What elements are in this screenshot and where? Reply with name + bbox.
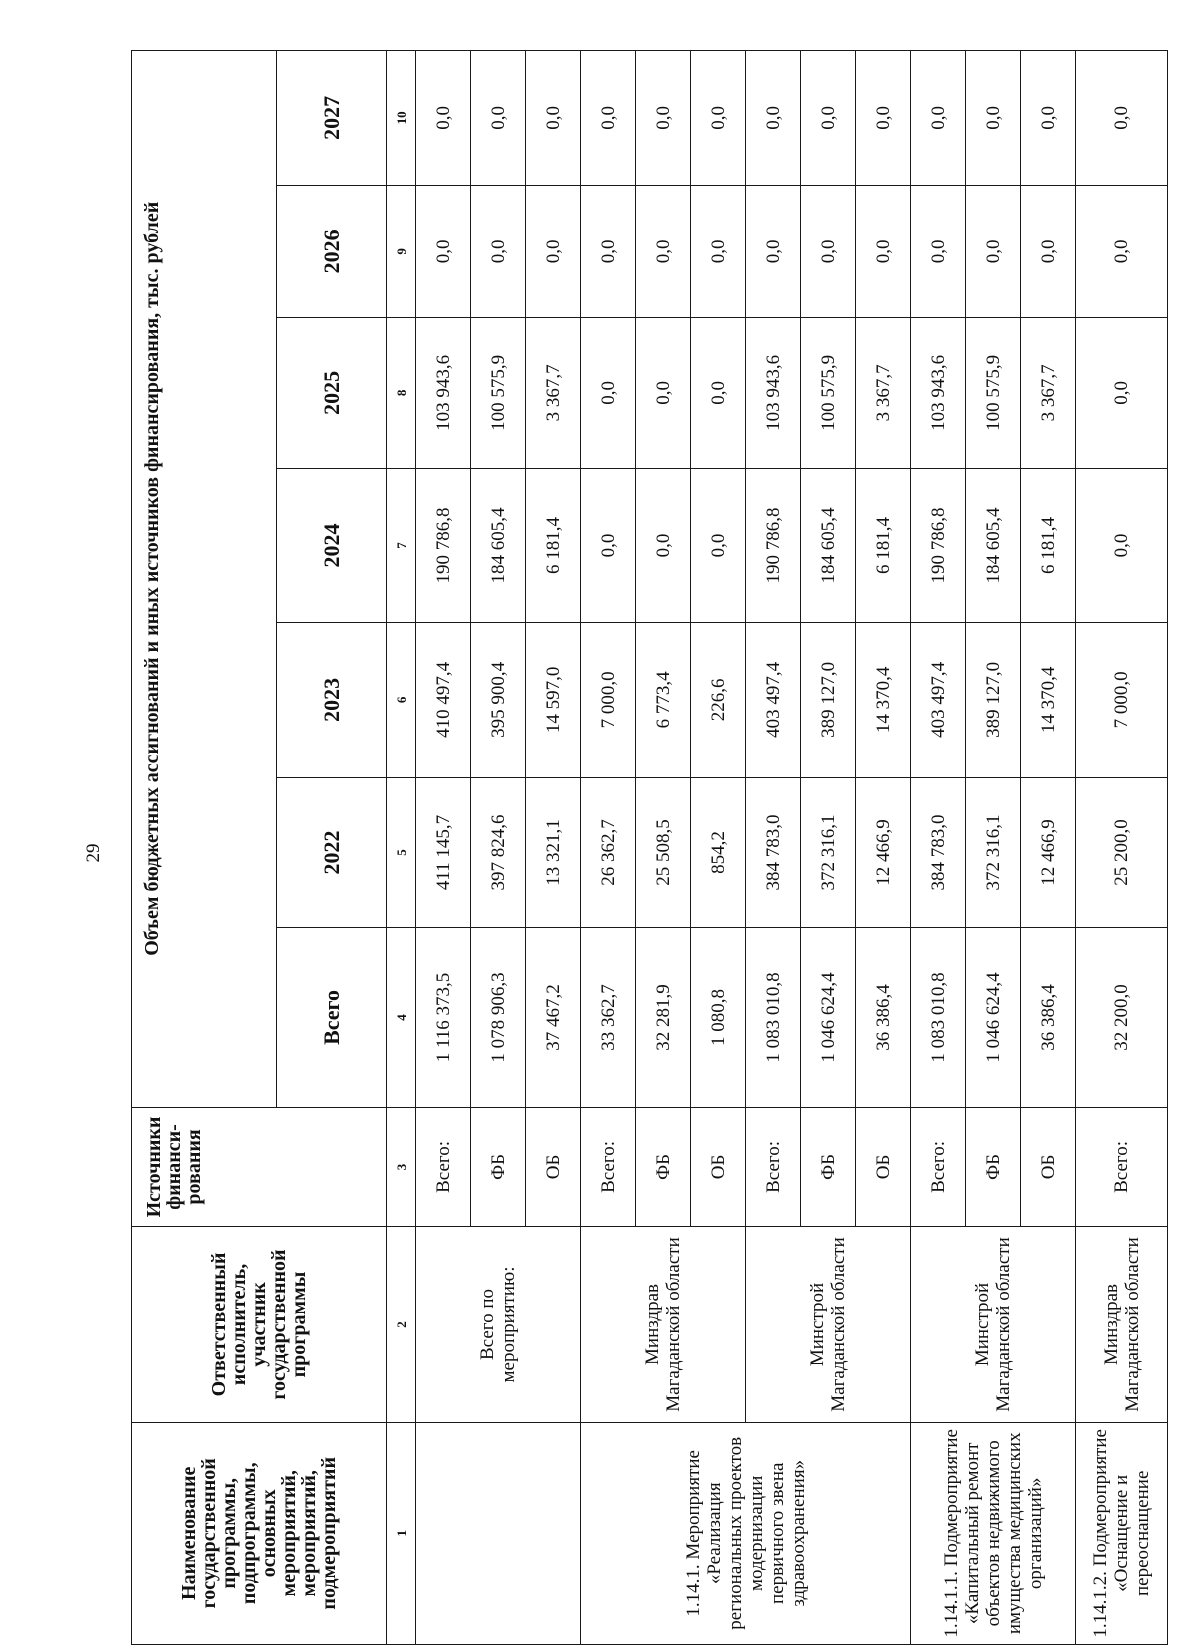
value-cell: 0,0: [416, 51, 471, 186]
header-year-2023: 2023: [277, 623, 387, 777]
value-cell: 0,0: [581, 468, 636, 622]
value-cell: 384 783,0: [911, 777, 966, 928]
column-number: 4: [387, 928, 416, 1107]
header-year-2025: 2025: [277, 318, 387, 469]
value-cell: 100 575,9: [801, 318, 856, 469]
value-cell: 0,0: [526, 185, 581, 317]
value-cell: 0,0: [911, 51, 966, 186]
value-cell: 0,0: [746, 51, 801, 186]
header-name: Наименование государственной программы, подпрограммы, основных мероприятий, мероприятий, подмероприятий: [132, 1422, 387, 1644]
value-cell: 3 367,7: [526, 318, 581, 469]
value-cell: 1 083 010,8: [746, 928, 801, 1107]
value-cell: 411 145,7: [416, 777, 471, 928]
source-cell: Всего:: [416, 1107, 471, 1227]
value-cell: 0,0: [746, 185, 801, 317]
value-cell: 3 367,7: [856, 318, 911, 469]
header-executor: Ответственный исполнитель, участник государственной программы: [132, 1227, 387, 1422]
value-cell: 25 508,5: [636, 777, 691, 928]
value-cell: 0,0: [636, 468, 691, 622]
value-cell: 226,6: [691, 623, 746, 777]
value-cell: 389 127,0: [801, 623, 856, 777]
value-cell: 100 575,9: [966, 318, 1021, 469]
value-cell: 7 000,0: [1076, 623, 1168, 777]
source-cell: ОБ: [1021, 1107, 1076, 1227]
value-cell: 389 127,0: [966, 623, 1021, 777]
column-number: 10: [387, 51, 416, 186]
value-cell: 6 181,4: [856, 468, 911, 622]
value-cell: 372 316,1: [966, 777, 1021, 928]
value-cell: 12 466,9: [1021, 777, 1076, 928]
value-cell: 0,0: [1076, 468, 1168, 622]
value-cell: 184 605,4: [801, 468, 856, 622]
value-cell: 0,0: [471, 185, 526, 317]
value-cell: 7 000,0: [581, 623, 636, 777]
value-cell: 0,0: [1076, 51, 1168, 186]
header-year-2024: 2024: [277, 468, 387, 622]
column-number: 7: [387, 468, 416, 622]
table-row: [746, 51, 801, 1645]
value-cell: 100 575,9: [471, 318, 526, 469]
value-cell: 0,0: [581, 51, 636, 186]
source-cell: ФБ: [801, 1107, 856, 1227]
header-year-2026: 2026: [277, 185, 387, 317]
value-cell: 13 321,1: [526, 777, 581, 928]
value-cell: 103 943,6: [746, 318, 801, 469]
header-total: Всего: [277, 928, 387, 1107]
value-cell: 36 386,4: [1021, 928, 1076, 1107]
column-number: 3: [387, 1107, 416, 1227]
value-cell: 1 078 906,3: [471, 928, 526, 1107]
value-cell: 6 773,4: [636, 623, 691, 777]
header-source: Источники финанси-рования: [132, 1107, 387, 1227]
value-cell: 14 597,0: [526, 623, 581, 777]
value-cell: 25 200,0: [1076, 777, 1168, 928]
value-cell: 403 497,4: [746, 623, 801, 777]
value-cell: 12 466,9: [856, 777, 911, 928]
header-row-1: [132, 51, 277, 1645]
value-cell: 36 386,4: [856, 928, 911, 1107]
value-cell: 103 943,6: [416, 318, 471, 469]
value-cell: 190 786,8: [416, 468, 471, 622]
source-cell: ОБ: [526, 1107, 581, 1227]
value-cell: 184 605,4: [471, 468, 526, 622]
value-cell: 32 200,0: [1076, 928, 1168, 1107]
header-year-2022: 2022: [277, 777, 387, 928]
source-cell: ФБ: [966, 1107, 1021, 1227]
value-cell: 403 497,4: [911, 623, 966, 777]
value-cell: 0,0: [911, 185, 966, 317]
value-cell: 0,0: [691, 185, 746, 317]
value-cell: 0,0: [636, 318, 691, 469]
block-executor-cell: Минстрой Магаданской области: [911, 1227, 1076, 1422]
value-cell: 6 181,4: [1021, 468, 1076, 622]
column-number: 5: [387, 777, 416, 928]
value-cell: 0,0: [581, 318, 636, 469]
header-year-2027: 2027: [277, 51, 387, 186]
source-cell: ФБ: [636, 1107, 691, 1227]
source-cell: Всего:: [581, 1107, 636, 1227]
value-cell: 1 046 624,4: [966, 928, 1021, 1107]
column-number: 9: [387, 185, 416, 317]
value-cell: 1 116 373,5: [416, 928, 471, 1107]
value-cell: 0,0: [691, 318, 746, 469]
value-cell: 3 367,7: [1021, 318, 1076, 469]
column-number: 8: [387, 318, 416, 469]
value-cell: 33 362,7: [581, 928, 636, 1107]
table-row: [416, 51, 471, 1645]
source-cell: Всего:: [911, 1107, 966, 1227]
table-row: [581, 51, 636, 1645]
value-cell: 0,0: [856, 185, 911, 317]
value-cell: 26 362,7: [581, 777, 636, 928]
value-cell: 32 281,9: [636, 928, 691, 1107]
value-cell: 0,0: [801, 51, 856, 186]
value-cell: 0,0: [1076, 318, 1168, 469]
source-cell: Всего:: [1076, 1107, 1168, 1227]
value-cell: 103 943,6: [911, 318, 966, 469]
column-number: 6: [387, 623, 416, 777]
value-cell: 0,0: [691, 51, 746, 186]
value-cell: 0,0: [966, 185, 1021, 317]
financing-table: [131, 50, 1168, 1645]
table-row: [911, 51, 966, 1645]
column-number: 1: [387, 1422, 416, 1644]
value-cell: 0,0: [801, 185, 856, 317]
value-cell: 410 497,4: [416, 623, 471, 777]
source-cell: ОБ: [691, 1107, 746, 1227]
value-cell: 1 046 624,4: [801, 928, 856, 1107]
rotated-table-container: [131, 50, 1181, 1645]
value-cell: 395 900,4: [471, 623, 526, 777]
value-cell: 0,0: [966, 51, 1021, 186]
column-number-row: [387, 51, 416, 1645]
value-cell: 0,0: [471, 51, 526, 186]
block-name-cell: 1.14.1.1. Подмероприятие «Капитальный ремонт объектов недвижимого имущества медицинских организаций»: [911, 1422, 1076, 1644]
value-cell: 0,0: [636, 185, 691, 317]
value-cell: 0,0: [856, 51, 911, 186]
column-number: 2: [387, 1227, 416, 1422]
block-name-cell: 1.14.1. Мероприятие «Реализация региональных проектов модернизации первичного звена здравоохранения»: [581, 1422, 911, 1644]
value-cell: 6 181,4: [526, 468, 581, 622]
value-cell: 854,2: [691, 777, 746, 928]
block-name-cell: 1.14.1.2. Подмероприятие «Оснащение и переоснащение: [1076, 1422, 1168, 1644]
block-executor-cell: Минстрой Магаданской области: [746, 1227, 911, 1422]
value-cell: 0,0: [691, 468, 746, 622]
source-cell: Всего:: [746, 1107, 801, 1227]
value-cell: 14 370,4: [1021, 623, 1076, 777]
block-executor-cell: Минздрав Магаданской области: [1076, 1227, 1168, 1422]
value-cell: 0,0: [1076, 185, 1168, 317]
value-cell: 397 824,6: [471, 777, 526, 928]
table-row: [1076, 51, 1168, 1645]
value-cell: 190 786,8: [911, 468, 966, 622]
block-name-cell: [416, 1422, 581, 1644]
value-cell: 0,0: [416, 185, 471, 317]
value-cell: 384 783,0: [746, 777, 801, 928]
value-cell: 372 316,1: [801, 777, 856, 928]
value-cell: 1 080,8: [691, 928, 746, 1107]
value-cell: 0,0: [1021, 51, 1076, 186]
value-cell: 0,0: [636, 51, 691, 186]
header-financing-group: Объем бюджетных ассигнований и иных источников финансирования, тыс. рублей: [132, 51, 277, 1108]
block-executor-cell: Минздрав Магаданской области: [581, 1227, 746, 1422]
value-cell: 0,0: [581, 185, 636, 317]
value-cell: 37 467,2: [526, 928, 581, 1107]
source-cell: ОБ: [856, 1107, 911, 1227]
value-cell: 14 370,4: [856, 623, 911, 777]
page-number: 29: [83, 843, 104, 863]
value-cell: 190 786,8: [746, 468, 801, 622]
block-executor-cell: Всего по мероприятию:: [416, 1227, 581, 1422]
value-cell: 1 083 010,8: [911, 928, 966, 1107]
value-cell: 0,0: [526, 51, 581, 186]
value-cell: 184 605,4: [966, 468, 1021, 622]
value-cell: 0,0: [1021, 185, 1076, 317]
source-cell: ФБ: [471, 1107, 526, 1227]
